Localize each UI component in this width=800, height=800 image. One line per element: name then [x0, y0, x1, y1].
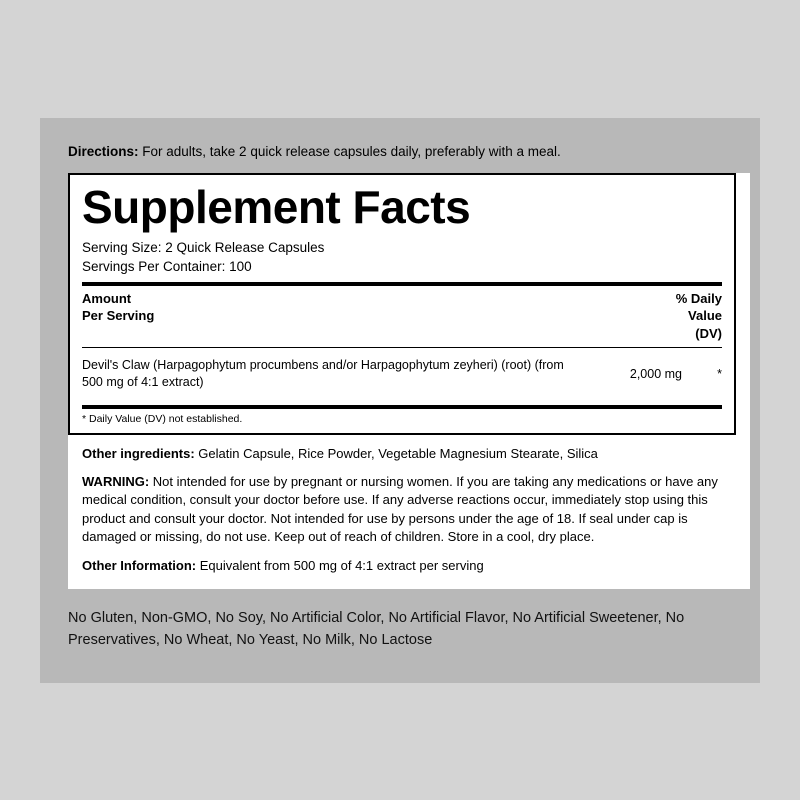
- other-information-label: Other Information:: [82, 557, 197, 573]
- other-ingredients-text: Gelatin Capsule, Rice Powder, Vegetable Magnesium Stearate, Silica: [194, 445, 598, 461]
- directions-line: [68, 143, 738, 161]
- other-ingredients-label: Other ingredients:: [82, 445, 195, 461]
- product-claims: No Gluten, Non-GMO, No Soy, No Artificial Color, No Artificial Flavor, No Artificial Sweetener, No Preservatives, No Wheat, No Yeast, No Milk, No Lactose: [68, 610, 685, 648]
- servings-per-container: Servings Per Container: 100: [82, 259, 252, 275]
- daily-value-header: [676, 290, 722, 343]
- label-panel: [40, 118, 760, 683]
- other-ingredients-line: [82, 445, 736, 463]
- supplement-facts-box: [68, 173, 736, 435]
- table-row: [82, 348, 722, 400]
- dv-header-line3: (DV): [695, 325, 722, 341]
- daily-value-footnote: * Daily Value (DV) not established.: [82, 412, 243, 425]
- warning-text: Not intended for use by pregnant or nursing women. If you are taking any medications or have any medical condition, consult your doctor before use. If any adverse reactions occur, immediately stop using this product and consult your doctor. Not intended for use by persons under the age of 18. If seal under cap is damaged or missing, do not use. Keep out of reach of children. Store in a cool, dry place.: [82, 473, 718, 545]
- directions-label: Directions:: [68, 144, 139, 159]
- directions-text: For adults, take 2 quick release capsules daily, preferably with a meal.: [138, 144, 561, 159]
- white-content-panel: [68, 173, 750, 589]
- warning-line: [82, 473, 736, 547]
- amount-per-serving-header: [82, 290, 154, 325]
- dv-header-line1: % Daily: [675, 290, 722, 306]
- serving-size: Serving Size: 2 Quick Release Capsules: [82, 239, 325, 255]
- other-information-text: Equivalent from 500 mg of 4:1 extract per serving: [196, 557, 484, 573]
- ingredient-amount: 2,000 mg: [629, 366, 682, 381]
- table-header-row: [82, 286, 722, 347]
- additional-info-block: [68, 435, 750, 590]
- amount-header-line2: Per Serving: [82, 308, 155, 324]
- ingredient-daily-value: *: [717, 366, 722, 381]
- warning-label: WARNING:: [82, 473, 150, 489]
- amount-header-line1: Amount: [82, 290, 132, 306]
- supplement-facts-title: Supplement Facts: [82, 181, 471, 233]
- other-information-line: [82, 557, 736, 575]
- ingredient-name: Devil's Claw (Harpagophytum procumbens and/or Harpagophytum zeyheri) (root) (from 500 mg of 4:1 extract): [82, 357, 564, 389]
- dv-header-line2: Value: [688, 308, 722, 324]
